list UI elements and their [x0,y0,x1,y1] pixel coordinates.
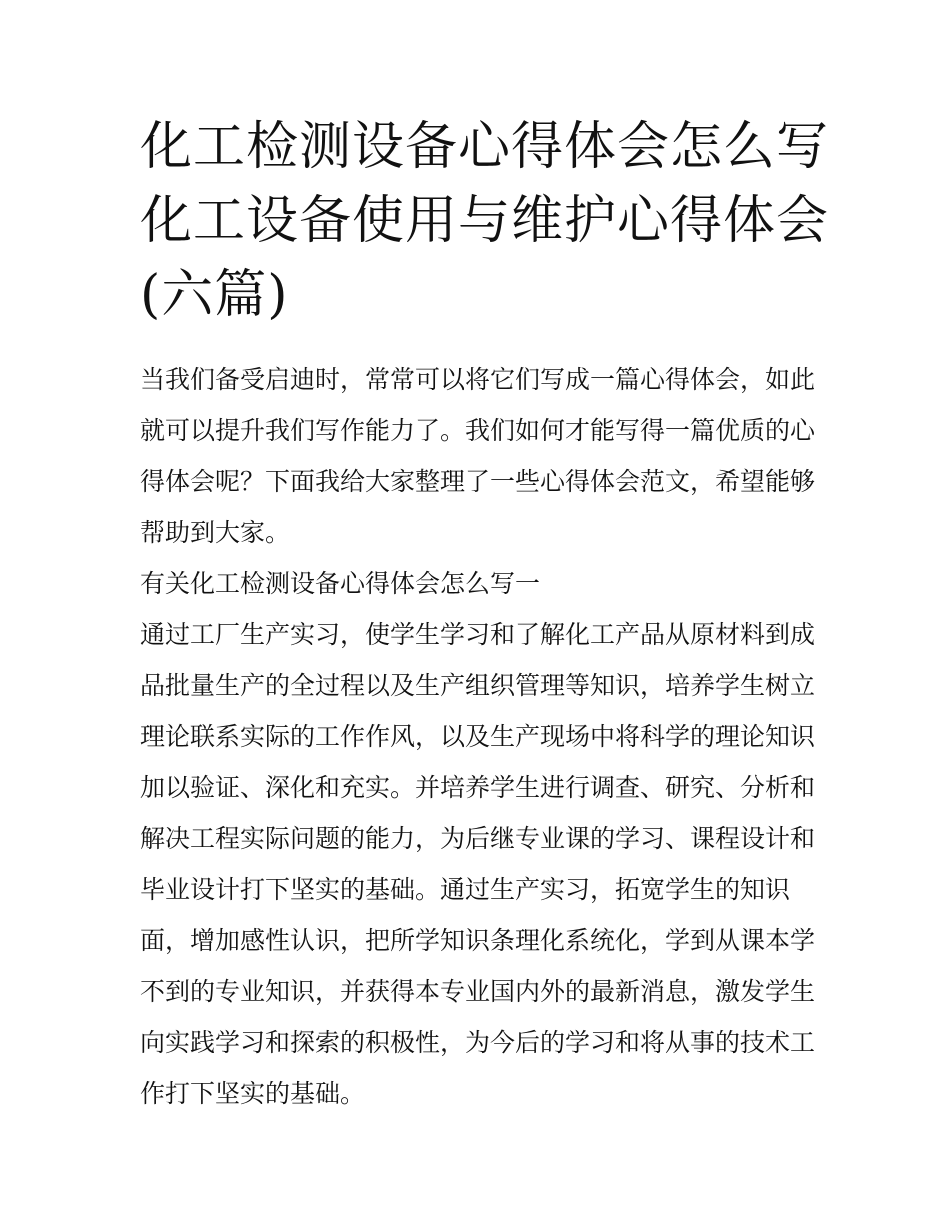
title-line: 化工设备使用与维护心得体会 [140,191,830,251]
document-title [140,110,830,332]
intro-line: 帮助到大家。 [140,518,291,547]
body-line: 面，增加感性认识，把所学知识条理化系统化，学到从课本学 [140,926,816,955]
title-line: (六篇) [140,265,289,325]
body-line: 品批量生产的全过程以及生产组织管理等知识，培养学生树立 [140,671,816,700]
body-line: 解决工程实际问题的能力，为后继专业课的学习、课程设计和 [140,824,816,853]
section-heading-text: 有关化工检测设备心得体会怎么写一 [140,569,541,598]
body-line: 理论联系实际的工作作风，以及生产现场中将科学的理论知识 [140,722,816,751]
title-line: 化工检测设备心得体会怎么写 [140,117,830,177]
body-line: 向实践学习和探索的积极性，为今后的学习和将从事的技术工 [140,1028,816,1057]
section-heading [140,558,812,609]
body-paragraph [140,609,816,1119]
intro-line: 当我们备受启迪时，常常可以将它们写成一篇心得体会，如此 [140,365,816,394]
intro-line: 得体会呢？下面我给大家整理了一些心得体会范文，希望能够 [140,467,816,496]
body-line: 作打下坚实的基础。 [140,1079,366,1108]
intro-paragraph [140,354,816,558]
body-line: 毕业设计打下坚实的基础。通过生产实习，拓宽学生的知识 [140,875,791,904]
body-line: 不到的专业知识，并获得本专业国内外的最新消息，激发学生 [140,977,816,1006]
intro-line: 就可以提升我们写作能力了。我们如何才能写得一篇优质的心 [140,416,816,445]
body-line: 通过工厂生产实习，使学生学习和了解化工产品从原材料到成 [140,620,816,649]
document-body [140,354,816,1119]
body-line: 加以验证、深化和充实。并培养学生进行调查、研究、分析和 [140,773,816,802]
